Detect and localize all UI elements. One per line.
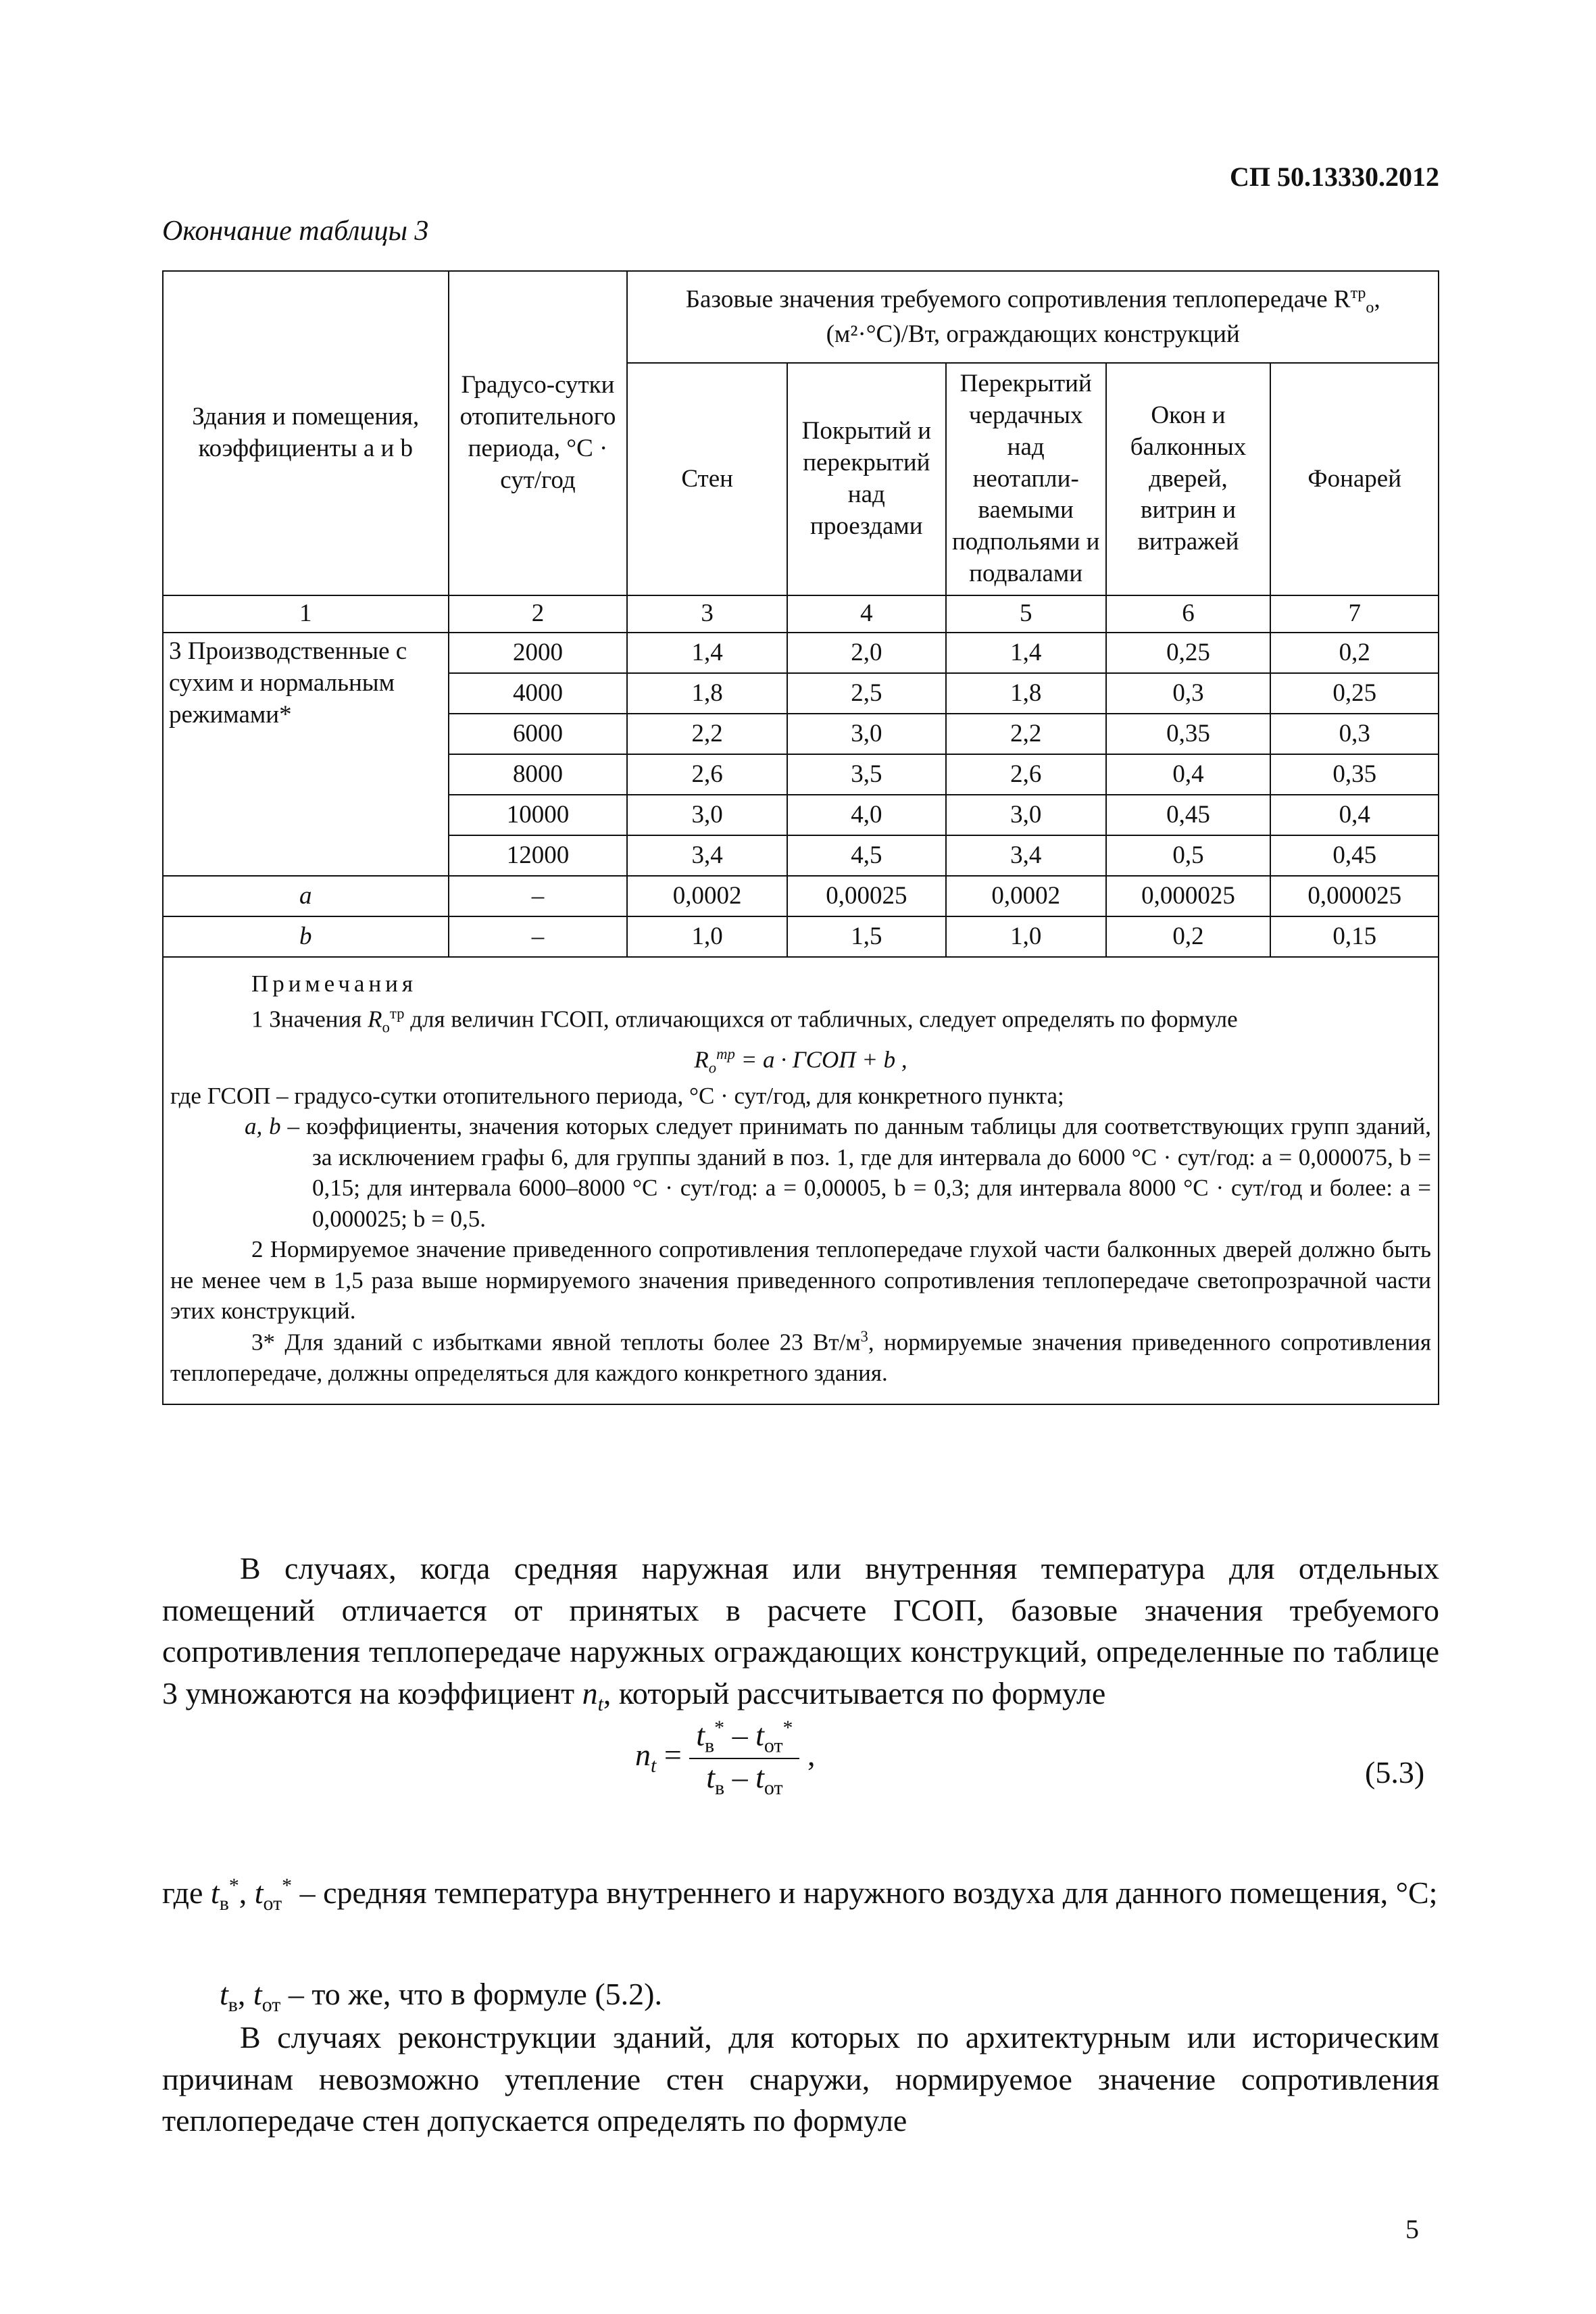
table-cell: 1,8 <box>627 673 787 714</box>
table-cell: 2000 <box>449 633 628 673</box>
sub-header-coverings: Покрытий и перекрытий над проездами <box>787 363 946 595</box>
group-header-line2: (м²·°С)/Вт, ограждающих конструкций <box>826 320 1240 348</box>
sub-header-attic-floors: Перекрытий чердачных над неотапли-ваемыми подпольями и подвалами <box>946 363 1106 595</box>
note-3: 3* Для зданий с избытками явной теплоты более 23 $Вт/м^3$, нормируемые значения приведенного сопротивления теплопередаче, должны определяться для каждого конкретного здания. <box>170 1327 1431 1387</box>
table-cell: 0,2 <box>1270 633 1439 673</box>
table-cell: 1,4 <box>627 633 787 673</box>
paragraph-1-text: В случаях, когда средняя наружная или внутренняя температура для отдельных помещений отличается от принятых в расчете ГСОП, базовые значения требуемого сопротивления теплопередаче наружных ограждающих конструкций, определенные по таблице 3 умножаются на коэффициент <box>162 1551 1439 1710</box>
col-number: 7 <box>1270 595 1439 633</box>
table-cell: – <box>449 916 628 957</box>
table-cell: 0,4 <box>1270 795 1439 835</box>
col-group-header: Базовые значения требуемого сопротивления теплопередаче $R^{тр}_о$, (м²·°С)/Вт, ограждающих конструкций <box>627 271 1439 363</box>
col-header-degree-days: Градусо-сутки отопительного периода, °С · сут/год <box>449 271 628 595</box>
note-1-start: 1 Значения <box>251 1006 362 1033</box>
table-cell: 0,000025 <box>1270 876 1439 916</box>
note-1: 1 Значения $R_о^{тр}$ для величин ГСОП, отличающихся от табличных, следует определять по формуле <box>251 1004 1238 1036</box>
note-1-formula: $R_о^{тр} = a$ · ГСОП + b , <box>694 1045 907 1077</box>
paragraph-2: В случаях реконструкции зданий, для которых по архитектурным или историческим причинам невозможно утепление стен снаружи, нормируемое значение сопротивления теплопередаче стен допускается определять по формуле <box>162 2020 1439 2138</box>
table-cell: 1,0 <box>627 916 787 957</box>
table-notes <box>163 957 1439 1404</box>
table-cell: 0,25 <box>1270 673 1439 714</box>
sub-header-windows: Окон и балконных дверей, витрин и витражей <box>1106 363 1271 595</box>
table-cell: 0,35 <box>1270 754 1439 795</box>
coef-row-b <box>163 916 1439 957</box>
equation-number: (5.3) <box>1365 1755 1425 1790</box>
table-cell: 3,5 <box>787 754 946 795</box>
paragraph-1: В случаях, когда средняя наружная или внутренняя температура для отдельных помещений отличается от принятых в расчете ГСОП, базовые значения требуемого сопротивления теплопередаче наружных ограждающих конструкций, определенные по таблице 3 умножаются на коэффициент $n_t$, который рассчитывается по формуле <box>162 1551 1439 1716</box>
equation-5-3: $n_t$ = $\frac{t_в^* - t_{от}^*}{t_в - t_{от}}$ , <box>635 1717 816 1799</box>
table-cell: 0,2 <box>1106 916 1271 957</box>
table-cell: 12000 <box>449 835 628 876</box>
formula-text: = a · ГСОП + b , <box>741 1046 907 1073</box>
table-cell: 0,3 <box>1106 673 1271 714</box>
table-cell: 0,4 <box>1106 754 1271 795</box>
page-number: 5 <box>1405 2214 1419 2244</box>
table-cell: 0,5 <box>1106 835 1271 876</box>
same-as-line: $t_в$, $t_{от}$ – то же, что в формуле (5.2). <box>220 1977 662 2017</box>
table-cell: 4000 <box>449 673 628 714</box>
table-cell: 1,8 <box>946 673 1106 714</box>
col-number: 3 <box>627 595 787 633</box>
table-cell: 1,5 <box>787 916 946 957</box>
table-cell: 0,45 <box>1106 795 1271 835</box>
where-ab-label: a, b – <box>245 1113 300 1140</box>
table-cell: 0,3 <box>1270 714 1439 754</box>
table-cell: 4,5 <box>787 835 946 876</box>
table-cell: 0,25 <box>1106 633 1271 673</box>
table-cell: 2,2 <box>627 714 787 754</box>
col-number: 2 <box>449 595 628 633</box>
col-header-buildings: Здания и помещения, коэффициенты a и b <box>163 271 449 595</box>
col-number: 5 <box>946 595 1106 633</box>
note-3-end: , нормируемые значения приведенного сопротивления теплопередаче, должны определяться для каждого конкретного здания. <box>170 1329 1431 1387</box>
table-cell: 3,0 <box>787 714 946 754</box>
where-text: – средняя температура внутреннего и наружного воздуха для данного помещения, °С; <box>299 1875 1438 1910</box>
group-label: 3 Производственные с сухим и нормальным режимами* <box>163 633 449 876</box>
group-header-sub: о <box>1366 299 1374 318</box>
table-cell: 3,4 <box>946 835 1106 876</box>
where-ab <box>170 1111 1431 1234</box>
document-code: СП 50.13330.2012 <box>1230 162 1439 192</box>
same-as-text: – то же, что в формуле (5.2). <box>288 1977 662 2011</box>
table-cell: 3,0 <box>627 795 787 835</box>
table-cell: 2,0 <box>787 633 946 673</box>
table-cell: 2,6 <box>946 754 1106 795</box>
notes-title: Примечания <box>251 970 418 997</box>
col-number: 1 <box>163 595 449 633</box>
table-cell: 2,2 <box>946 714 1106 754</box>
table-cell: – <box>449 876 628 916</box>
table-cell: 0,15 <box>1270 916 1439 957</box>
table-cell: b <box>163 916 449 957</box>
table-cell: a <box>163 876 449 916</box>
table-cell: 6000 <box>449 714 628 754</box>
sub-header-skylights: Фонарей <box>1270 363 1439 595</box>
table-cell: 2,6 <box>627 754 787 795</box>
note-3-start: 3* Для зданий с избытками явной теплоты более 23 Вт/м <box>251 1329 861 1356</box>
group-header-line1: Базовые значения требуемого сопротивления теплопередаче R <box>685 285 1351 314</box>
table-cell: 4,0 <box>787 795 946 835</box>
table-cell: 3,4 <box>627 835 787 876</box>
col-number: 6 <box>1106 595 1271 633</box>
table-cell: 0,45 <box>1270 835 1439 876</box>
where-ab-text: коэффициенты, значения которых следует принимать по данным таблицы для соответствующих групп зданий, за исключением графы 6, для группы зданий в поз. 1, где для интервала до 6000 °С · сут/год: a = 0,000075, b = 0,15; для интервала 6000–8000 °С · сут/год: a = 0,00005, b = 0,3; для интервала 8000 °С · сут/год и более: a = 0,000025; b = 0,5. <box>305 1113 1431 1232</box>
where-definitions: где $t_в^*$, $t_{от}^*$ – средняя температура внутреннего и наружного воздуха для данного помещения, °С; <box>162 1874 1438 1915</box>
col-number: 4 <box>787 595 946 633</box>
table-cell: 0,0002 <box>627 876 787 916</box>
table-cell: 3,0 <box>946 795 1106 835</box>
note-2: 2 Нормируемое значение приведенного сопротивления теплопередаче глухой части балконных дверей должно быть не менее чем в 1,5 раза выше нормируемого значения приведенного сопротивления теплопередаче светопрозрачной части этих конструкций. <box>170 1236 1431 1325</box>
group-header-sup: тр <box>1350 285 1366 303</box>
table-3-continuation <box>162 270 1439 1405</box>
coef-row-a <box>163 876 1439 916</box>
table-cell: 0,35 <box>1106 714 1271 754</box>
where-gsop: где ГСОП – градусо-сутки отопительного периода, °С · сут/год, для конкретного пункта; <box>170 1082 1064 1109</box>
table-cell: 1,4 <box>946 633 1106 673</box>
paragraph-1-end: , который рассчитывается по формуле <box>603 1675 1106 1710</box>
table-cell: 0,0002 <box>946 876 1106 916</box>
where-word: где <box>162 1875 203 1910</box>
table-cell: 1,0 <box>946 916 1106 957</box>
equation-fraction: $\frac{t_в^* - t_{от}^*}{t_в - t_{от}}$ <box>689 1717 799 1800</box>
sub-header-walls: Стен <box>627 363 787 595</box>
note-1-end: для величин ГСОП, отличающихся от табличных, следует определять по формуле <box>410 1006 1238 1033</box>
table-cell: 8000 <box>449 754 628 795</box>
table-cell: 10000 <box>449 795 628 835</box>
table-cell: 0,000025 <box>1106 876 1271 916</box>
table-cell: 2,5 <box>787 673 946 714</box>
table-cell: 0,00025 <box>787 876 946 916</box>
table-caption: Окончание таблицы 3 <box>162 216 429 247</box>
table-row <box>163 633 1439 673</box>
